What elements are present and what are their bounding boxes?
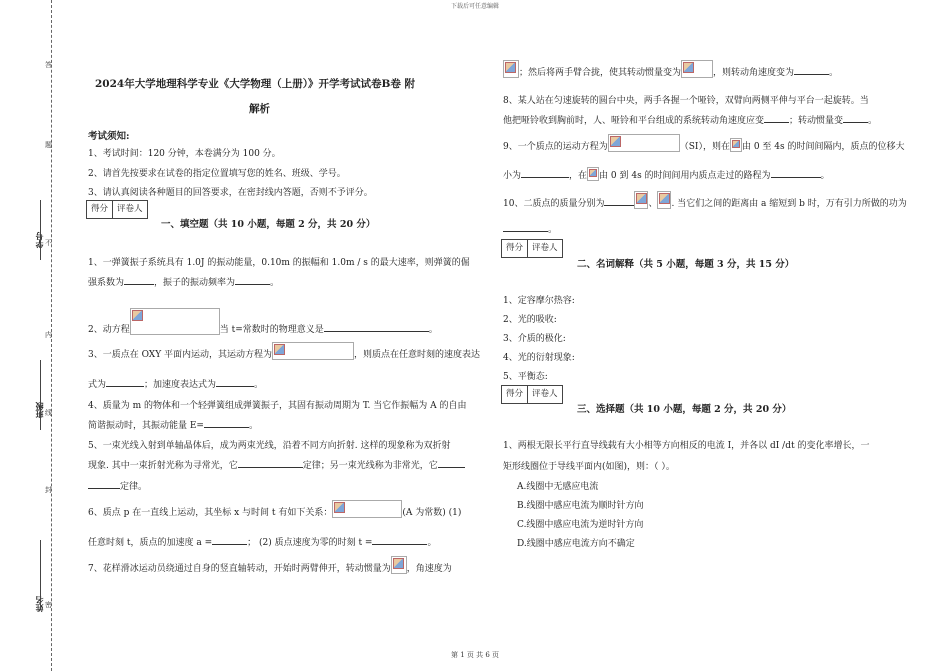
q9-text: ，在	[569, 171, 588, 181]
page-footer: 第 1 页 共 6 页	[450, 651, 500, 659]
q9-text: 由 0 至 4s 的时间间隔内，质点的位移大	[741, 142, 905, 152]
question-7-line2	[503, 60, 838, 78]
formula-image	[608, 134, 680, 152]
question-4-line1: 4、质量为 m 的物体和一个轻弹簧组成弹簧振子，其固有振动周期为 T. 当它作振幅为 A 的自由	[88, 401, 467, 411]
question-9-line1	[503, 134, 904, 152]
q7-text: 。	[829, 68, 839, 78]
notice-item: 3、请认真阅读各种题目的回答要求，在密封线内答题，否则不予评分。	[88, 188, 373, 198]
q7-text: ，则转动角速度变为	[713, 68, 795, 78]
answer-blank[interactable]	[235, 275, 270, 285]
answer-blank[interactable]	[503, 222, 548, 232]
q10-text: . 当它们之间的距离由 a 缩短到 b 时，万有引力所做的功为	[671, 199, 907, 209]
q4-text: 。	[248, 421, 258, 431]
grader-label: 评卷人	[117, 204, 143, 214]
choice-option-d[interactable]: D.线圈中感应电流方向不确定	[517, 539, 635, 549]
notice-item: 1、考试时间：120 分钟，本卷满分为 100 分。	[88, 149, 281, 159]
formula-image	[681, 60, 713, 78]
q1-text: 。	[270, 278, 280, 288]
answer-blank[interactable]	[204, 418, 249, 428]
q2-text: 当 t=常数时的物理意义是	[219, 325, 324, 335]
formula-image	[332, 500, 402, 518]
q10-text: 10、二质点的质量分别为	[503, 199, 605, 209]
score-label: 得分	[87, 201, 113, 218]
q1-text: 强系数为	[88, 278, 125, 288]
margin-label: 线	[45, 409, 52, 417]
choice-option-b[interactable]: B.线圈中感应电流为顺时针方向	[517, 501, 644, 511]
q8-text: 他把哑铃收到胸前时，人、哑铃和平台组成的系统转动角速度应变	[503, 116, 765, 126]
formula-image	[634, 191, 648, 209]
question-1-line2	[88, 275, 279, 288]
term-item: 5、平衡态:	[503, 372, 548, 382]
question-10-line1	[503, 191, 907, 209]
q6-text: (A 为常数) (1)	[402, 508, 462, 518]
answer-blank[interactable]	[324, 322, 429, 332]
formula-image	[391, 556, 407, 574]
choice-option-a[interactable]: A.线圈中无感应电流	[517, 482, 599, 492]
q1-text: ，振子的振动频率为	[154, 278, 236, 288]
q2-text: 2、动方程	[88, 325, 130, 335]
formula-image	[587, 167, 599, 181]
question-3-line2	[88, 377, 263, 390]
answer-blank[interactable]	[372, 535, 427, 545]
q6-text: ； (2) 质点速度为零的时刻 t =	[247, 538, 373, 548]
section-choice-heading: 三、选择题（共 10 小题，每题 2 分，共 20 分）	[577, 404, 792, 415]
q5-text: 现象. 其中一束折射光称为寻常光，它	[88, 461, 238, 471]
name-line	[40, 540, 41, 610]
choice-question-1-line2: 矩形线圈位于导线平面内(如图)，则：（ ）。	[503, 462, 675, 472]
formula-image	[130, 308, 220, 335]
question-6-line2	[88, 535, 436, 548]
answer-blank[interactable]	[106, 377, 144, 387]
q5-text: 定律。	[120, 482, 148, 492]
section-terms-heading: 二、名词解释（共 5 小题，每题 3 分，共 15 分）	[577, 259, 795, 270]
score-label: 得分	[502, 386, 528, 403]
question-10-line2	[503, 222, 557, 235]
question-6-line1	[88, 500, 461, 518]
score-box	[501, 385, 563, 404]
q2-text: 。	[428, 325, 438, 335]
grader-label: 评卷人	[532, 389, 558, 399]
term-item: 1、定容摩尔热容:	[503, 296, 575, 306]
margin-label: 题	[45, 141, 52, 149]
q9-text: 由 0 到 4s 的时间间用内质点走过的路程为	[599, 171, 771, 181]
student-id-line	[40, 200, 41, 260]
notice-item: 2、请首先按要求在试卷的指定位置填写您的姓名、班级、学号。	[88, 169, 346, 179]
question-5-line3	[88, 479, 147, 492]
answer-blank[interactable]	[794, 65, 829, 75]
question-8-line2	[503, 113, 877, 126]
class-label: 班级	[34, 402, 44, 418]
q6-text: 。	[427, 538, 437, 548]
q9-text: 9、一个质点的运动方程为	[503, 142, 608, 152]
q8-text: 。	[868, 116, 878, 126]
question-4-line2	[88, 418, 258, 431]
question-9-line2	[503, 167, 830, 181]
answer-blank[interactable]	[604, 196, 634, 206]
q3-text: 。	[254, 380, 264, 390]
margin-label: 密	[45, 601, 52, 609]
q7-text: 7、花样滑冰运动员绕通过自身的竖直轴转动，开始时两臂伸开，转动惯量为	[88, 564, 391, 574]
q6-text: 6、质点 p 在一直线上运动，其坐标 x 与时间 t 有如下关系：	[88, 508, 333, 518]
margin-label: 内	[45, 331, 52, 339]
q10-text: 。	[548, 225, 558, 235]
question-7-line1	[88, 556, 452, 574]
q3-text: 式为	[88, 380, 107, 390]
question-1-line1: 1、一弹簧振子系统具有 1.0J 的振动能量，0.10m 的振幅和 1.0m / s 的最大速率，则弹簧的倔	[88, 258, 470, 268]
answer-blank[interactable]	[843, 113, 868, 123]
formula-image	[503, 60, 519, 78]
exam-title-line2: 解析	[249, 103, 270, 115]
student-id-label: 学号	[34, 232, 44, 248]
header-note: 下载后可任意编辑	[450, 3, 499, 10]
question-2	[88, 308, 438, 335]
question-3-line1	[88, 342, 480, 360]
q8-text: ；转动惯量变	[789, 116, 844, 126]
q6-text: 任意时刻 t，质点的加速度 a =	[88, 538, 213, 548]
grader-label: 评卷人	[532, 243, 558, 253]
answer-blank[interactable]	[438, 458, 465, 468]
score-box	[501, 239, 563, 258]
name-label: 姓名	[34, 596, 44, 612]
answer-blank[interactable]	[88, 479, 120, 489]
exam-title-line1: 2024年大学地理科学专业《大学物理（上册）》开学考试试卷B卷 附	[95, 78, 416, 90]
question-5-line1: 5、一束光线入射到单轴晶体后，成为两束光线，沿着不同方向折射. 这样的现象称为双折射	[88, 441, 451, 451]
class-line	[40, 360, 41, 430]
answer-blank[interactable]	[238, 458, 303, 468]
question-5-line2	[88, 458, 465, 471]
margin-label: 封	[45, 486, 52, 494]
q4-text: 简谐振动时，其振动能量 E=	[88, 421, 204, 431]
q7-text: ；然后将两手臂合拢，使其转动惯量变为	[519, 68, 682, 78]
question-8-line1: 8、某人站在匀速旋转的圆台中央，两手各握一个哑铃，双臂向两侧平伸与平台一起旋转。当	[503, 96, 869, 106]
term-item: 2、光的吸收:	[503, 315, 557, 325]
answer-blank[interactable]	[216, 377, 254, 387]
answer-blank[interactable]	[124, 275, 154, 285]
margin-label: 答	[45, 61, 52, 69]
term-item: 4、光的衍射现象:	[503, 353, 575, 363]
answer-blank[interactable]	[764, 113, 789, 123]
choice-option-c[interactable]: C.线圈中感应电流为逆时针方向	[517, 520, 644, 530]
term-item: 3、介质的极化:	[503, 334, 566, 344]
q3-text: 3、一质点在 OXY 平面内运动，其运动方程为	[88, 350, 273, 360]
q9-text: 。	[820, 171, 830, 181]
q5-text: 定律；另一束光线称为非常光，它	[302, 461, 438, 471]
choice-question-1-line1: 1、两根无限长平行直导线载有大小相等方向相反的电流 I，并各以 dI /dt 的变化率增长，一	[503, 441, 870, 451]
q7-text: ，角速度为	[406, 564, 452, 574]
formula-image	[272, 342, 354, 360]
formula-image	[730, 138, 742, 152]
q9-text: 小为	[503, 171, 522, 181]
notice-heading: 考试须知:	[88, 131, 130, 142]
answer-blank[interactable]	[771, 168, 821, 178]
answer-blank[interactable]	[212, 535, 247, 545]
margin-label: 不	[45, 239, 52, 247]
q10-text: 、	[648, 199, 658, 209]
q3-text: ，则质点在任意时刻的速度表达	[354, 350, 481, 360]
answer-blank[interactable]	[521, 168, 569, 178]
section-fill-heading: 一、填空题（共 10 小题，每题 2 分，共 20 分）	[161, 219, 376, 230]
q3-text: ；加速度表达式为	[144, 380, 217, 390]
q9-text: （SI），则在	[679, 142, 730, 152]
score-box	[86, 200, 148, 219]
score-label: 得分	[502, 240, 528, 257]
formula-image	[657, 191, 671, 209]
